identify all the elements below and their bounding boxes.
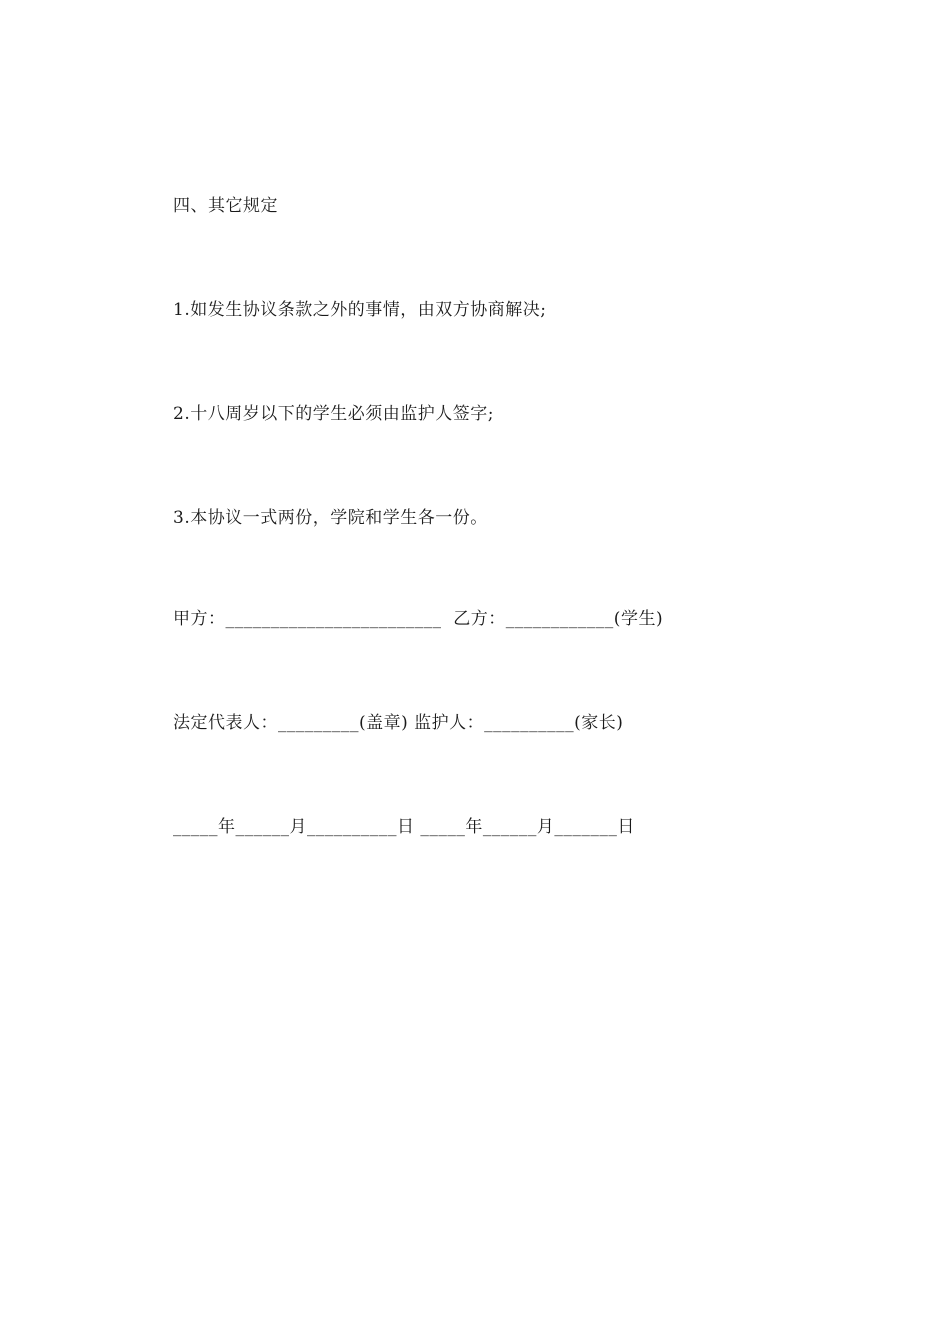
section-heading: 四、其它规定	[173, 196, 278, 216]
date-line: _____年______月__________日 _____年______月_______日	[173, 817, 635, 837]
clause-item-2: 2.十八周岁以下的学生必须由监护人签字;	[173, 404, 494, 424]
representatives-signature-line: 法定代表人：_________(盖章) 监护人：__________(家长)	[173, 713, 624, 733]
clause-item-3: 3.本协议一式两份，学院和学生各一份。	[173, 508, 488, 528]
parties-signature-line: 甲方：________________________ 乙方：____________(学生)	[173, 609, 664, 629]
clause-item-1: 1.如发生协议条款之外的事情，由双方协商解决;	[173, 300, 547, 320]
